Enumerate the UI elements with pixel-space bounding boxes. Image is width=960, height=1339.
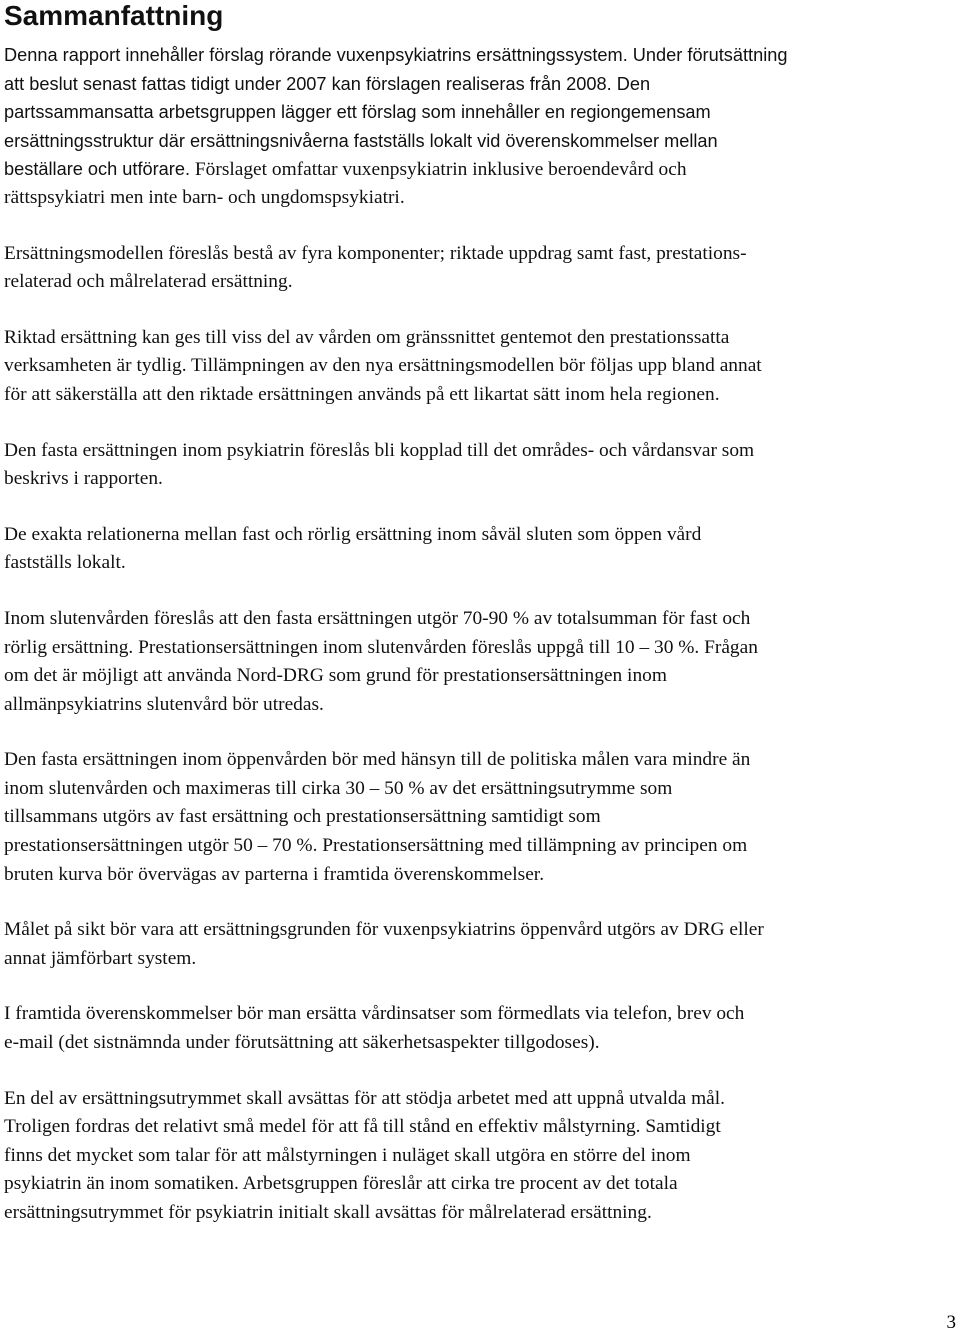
text-line: allmänpsykiatrins slutenvård bör utredas. bbox=[4, 693, 324, 715]
paragraph bbox=[4, 1000, 956, 1057]
paragraph bbox=[4, 746, 956, 889]
paragraph bbox=[4, 605, 956, 719]
text-line: partssammansatta arbetsgruppen lägger ett förslag som innehåller en regiongemensam bbox=[4, 102, 711, 123]
text-line: Troligen fordras det relativt små medel för att få till stånd en effektiv målstyrning. Samtidigt bbox=[4, 1116, 721, 1138]
page-number: 3 bbox=[946, 1312, 956, 1333]
text-line: rörlig ersättning. Prestationsersättningen inom slutenvården föreslås uppgå till 10 – 30 %. Frågan bbox=[4, 636, 758, 658]
body-text bbox=[4, 41, 956, 1228]
text-line: Målet på sikt bör vara att ersättningsgrunden för vuxenpsykiatrins öppenvård utgörs av DRG eller bbox=[4, 919, 764, 941]
text-line: ersättningsstruktur där ersättningsnivåerna fastställs lokalt vid överenskommelser mellan bbox=[4, 130, 718, 151]
text-line: beställare och utförare. bbox=[4, 159, 191, 180]
text-line: I framtida överenskommelser bör man ersätta vårdinsatser som förmedlats via telefon, brev och bbox=[4, 1003, 745, 1025]
text-line: En del av ersättningsutrymmet skall avsättas för att stödja arbetet med att uppnå utvalda mål. bbox=[4, 1087, 726, 1109]
text-line: relaterad och målrelaterad ersättning. bbox=[4, 271, 293, 293]
text-line: rättspsykiatri men inte barn- och ungdomspsykiatri. bbox=[4, 186, 405, 208]
text-line: Ersättningsmodellen föreslås bestå av fyra komponenter; riktade uppdrag samt fast, prestations- bbox=[4, 242, 747, 264]
text-line: psykiatrin än inom somatiken. Arbetsgruppen föreslår att cirka tre procent av det totala bbox=[4, 1173, 678, 1195]
text-line: Denna rapport innehåller förslag rörande vuxenpsykiatrins ersättningssystem. Under förutsättning bbox=[4, 45, 788, 65]
paragraph bbox=[4, 521, 956, 578]
text-line: Den fasta ersättningen inom psykiatrin föreslås bli kopplad till det områdes- och vårdansvar som bbox=[4, 439, 755, 461]
text-line: att beslut senast fattas tidigt under 2007 kan förslagen realiseras från 2008. Den bbox=[4, 73, 651, 94]
text-line: finns det mycket som talar för att målstyrningen i nuläget skall utgöra en större del inom bbox=[4, 1144, 691, 1166]
text-line: annat jämförbart system. bbox=[4, 947, 197, 969]
text-line: ersättningsutrymmet för psykiatrin initialt skall avsättas för målrelaterad ersättning. bbox=[4, 1202, 652, 1223]
paragraph bbox=[4, 437, 956, 494]
text-line: bruten kurva bör övervägas av parterna i framtida överenskommelser. bbox=[4, 863, 545, 885]
text-line: Den fasta ersättningen inom öppenvården bör med hänsyn till de politiska målen vara mindre än bbox=[4, 749, 751, 771]
text-line: för att säkerställa att den riktade ersättningen används på ett likartat sätt inom hela regionen. bbox=[4, 383, 720, 405]
paragraph bbox=[4, 916, 956, 973]
document-page bbox=[4, 0, 956, 1228]
paragraph bbox=[4, 324, 956, 410]
text-line: e-mail (det sistnämnda under förutsättning att säkerhetsaspekter tillgodoses). bbox=[4, 1032, 600, 1054]
text-line: beskrivs i rapporten. bbox=[4, 468, 163, 490]
paragraph bbox=[4, 1085, 956, 1228]
text-line: inom slutenvården och maximeras till cirka 30 – 50 % av det ersättningsutrymme som bbox=[4, 777, 673, 799]
text-line: verksamheten är tydlig. Tillämpningen av den nya ersättningsmodellen bör följas upp bland annat bbox=[4, 355, 762, 377]
text-line: Riktad ersättning kan ges till viss del av vården om gränssnittet gentemot den prestationssatta bbox=[4, 326, 730, 348]
text-line: Inom slutenvården föreslås att den fasta ersättningen utgör 70-90 % av totalsumman för fast och bbox=[4, 607, 751, 629]
text-line: De exakta relationerna mellan fast och rörlig ersättning inom såväl sluten som öppen vård bbox=[4, 523, 702, 545]
text-line: Förslaget omfattar vuxenpsykiatrin inklusive beroendevård och bbox=[190, 159, 687, 181]
page-title: Sammanfattning bbox=[4, 0, 224, 31]
text-line: om det är möjligt att använda Nord-DRG som grund för prestationsersättningen inom bbox=[4, 665, 667, 687]
paragraph bbox=[4, 41, 956, 213]
text-line: tillsammans utgörs av fast ersättning och prestationsersättning samtidigt som bbox=[4, 806, 601, 828]
text-line: prestationsersättningen utgör 50 – 70 %. Prestationsersättning med tillämpning av principen om bbox=[4, 835, 748, 857]
text-line: fastställs lokalt. bbox=[4, 552, 126, 574]
paragraph bbox=[4, 240, 956, 297]
